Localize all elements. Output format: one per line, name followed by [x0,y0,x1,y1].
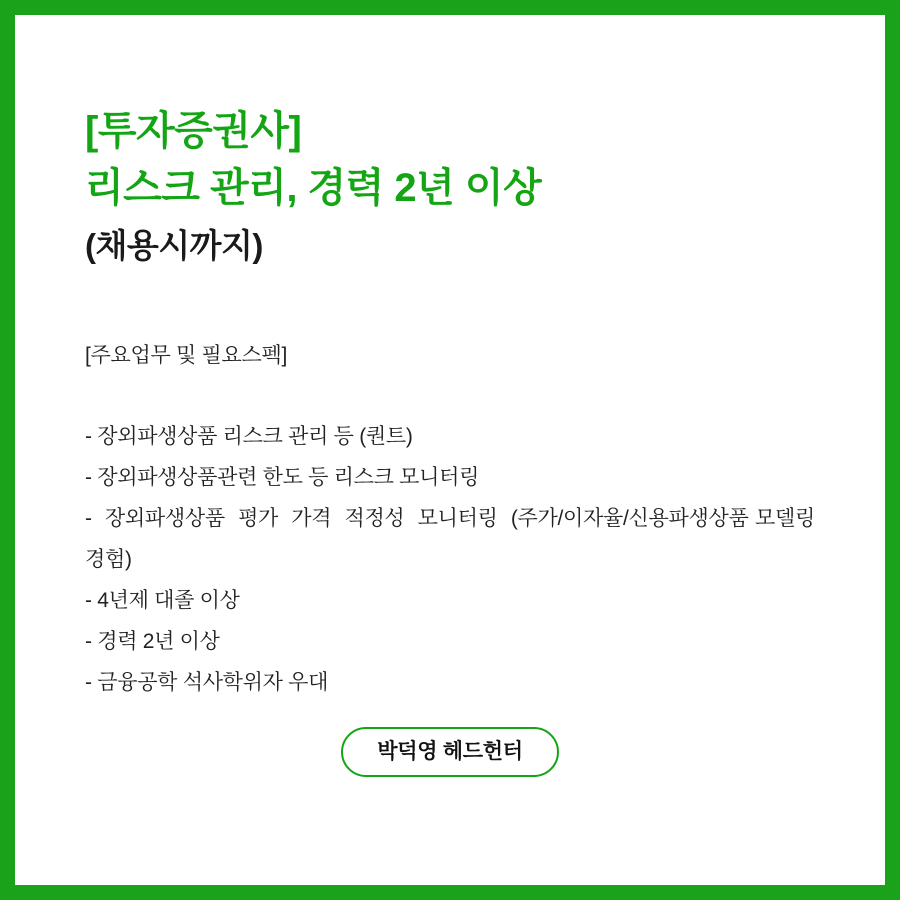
section-heading: [주요업무 및 필요스펙] [85,344,288,368]
status-badge: 박덕영 헤드헌터 [341,727,558,777]
card-content [15,15,885,885]
title-line-role: 리스크 관리, 경력 2년 이상 [85,165,542,210]
title-line-company: [투자증권사] [85,109,302,153]
page-title [85,103,815,267]
list-item: - 금융공학 석사학위자 우대 [85,671,329,695]
list-item: - 4년제 대졸 이상 [85,589,240,613]
footer [85,727,815,777]
list-item: - 장외파생상품 리스크 관리 등 (퀀트) [85,425,413,449]
requirements-list [85,417,821,704]
spacer [85,704,815,727]
list-item: - 장외파생상품 평가 가격 적정성 모니터링 (주가/이자율/신용파생상품 모델링 경험) [85,507,821,572]
list-item: - 경력 2년 이상 [85,630,220,654]
list-item: - 장외파생상품관련 한도 등 리스크 모니터링 [85,466,480,490]
title-line-deadline: (채용시까지) [85,226,263,264]
